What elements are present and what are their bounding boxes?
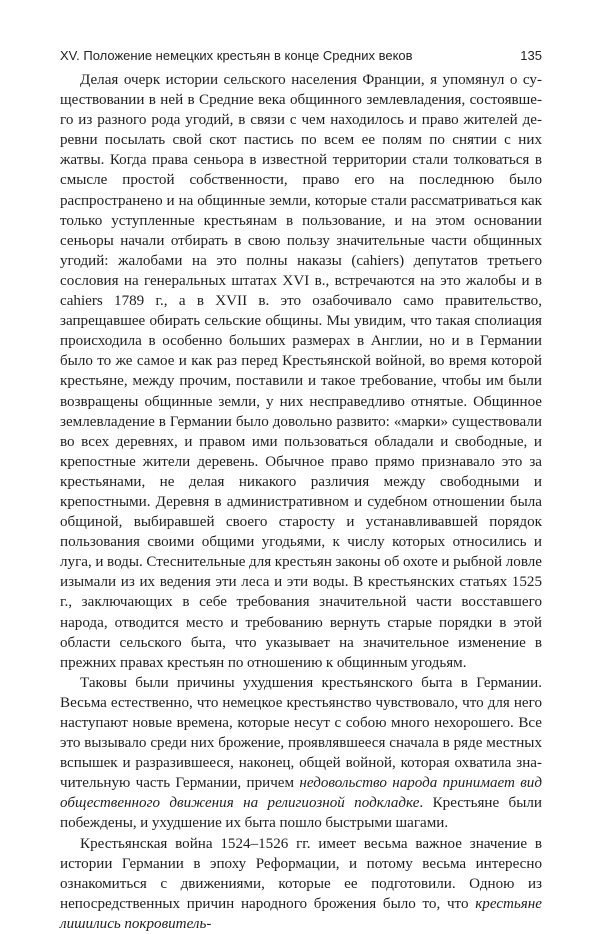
paragraph-3-italic: крестьяне лишились покровитель-	[60, 895, 542, 932]
body-text	[60, 70, 542, 934]
paragraph-2-italic: недовольство народа принимает вид общественного движения на религиозной подкладке	[60, 775, 542, 812]
running-head	[60, 48, 542, 64]
paragraph-3-text-a: Крестьянская война 1524–1526 гг. имеет весьма важное значение в истории Германии в эпоху Реформации, и потому весьма интересно ознакомиться с движениями, которые ее подготовили. Одною из непосредственных причин народного брожения было то, что	[60, 835, 542, 912]
chapter-title: XV. Положение немецких крестьян в конце Средних веков	[60, 48, 413, 63]
paragraph-2-text-a: Таковы были причины ухудшения крестьянского быта в Германии. Весьма естественно, что немецкое крестьянство чувствовало, что для него наступают новые времена, которые несут с собою много нехорошего. Все это вызывало среди них брожение, проявлявшееся сначала в ряде местных вспышек и разразившееся, наконец, общей войной, которая охватила значительную часть Германии, причем	[60, 674, 542, 792]
paragraph-1: Делая очерк истории сельского населения Франции, я упомянул о существовании в ней в Средние века общинного землевладения, состоявшего из разного рода угодий, в связи с чем находилось и право жителей деревни посылать свой скот пастись по всем ее полям по снятии с них жатвы. Когда права сеньора в известной территории стали толковаться в смысле простой собственности, право его на последнюю было распространено и на общинные земли, которые стали рассматриваться как только уступленные крестьянам в пользование, и на этом основании сеньоры начали отбирать в свою пользу значительные части общинных угодий: жалобами на это полны наказы (cahiers) депутатов третьего сословия на генеральных штатах XVI в., встречаются на это жалобы и в cahiers 1789 г., а в XVII в. это озабочивало само правительство, запрещавшее обирать сельские общины. Мы увидим, что такая сполиация происходила в особенно больших размерах в Англии, но и в Германии было то же самое и как раз перед Крестьянской войной, во время которой крестьяне, между прочим, поставили и такое требование, чтобы им были возвращены общинные земли, у них несправедливо отнятые. Общинное землевладение в Германии было довольно развито: «марки» существовали во всех деревнях, и правом ими пользоваться обладали и свободные, и крепостные жители деревень. Обычное право прямо признавало это за крестьянами, не делая никакого различия между свободными и крепостными. Деревня в административном и судебном отношении была общиной, выбиравшей своего старосту и устанавливавшей порядок пользования своими общими угодьями, к числу которых относились и луга, и воды. Стеснительные для крестьян законы об охоте и рыбной ловле изымали из их ведения эти леса и эти воды. В крестьянских статьях 1525 г., заключающих в себе требования значительной части восставшего народа, отводится место и требованию вернуть старые порядки в этой области сельского быта, что указывает на значительное изменение в прежних правах крестьян по отношению к общинным угодьям.	[60, 72, 542, 671]
page-number: 135	[520, 48, 542, 63]
book-page	[60, 48, 542, 934]
paragraph-2-text-b: . Крестьяне были побеждены, и ухудшение их быта пошло быстрыми шагами.	[60, 795, 542, 832]
paragraph-3	[60, 834, 542, 934]
paragraph-2	[60, 673, 542, 834]
